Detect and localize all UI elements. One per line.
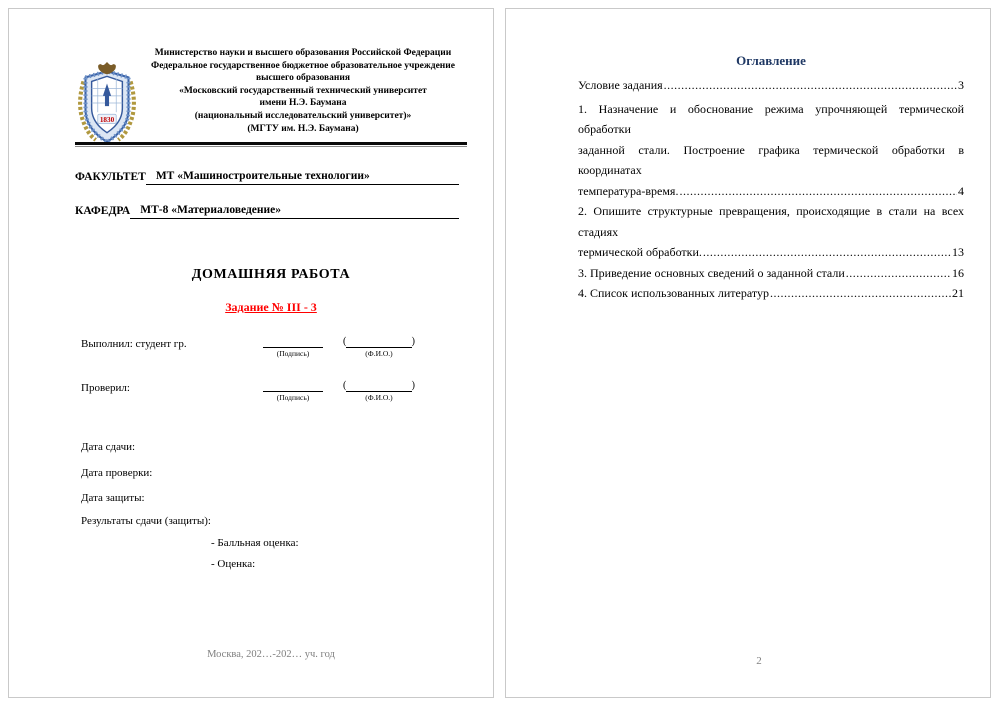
toc-entry-2[interactable] bbox=[578, 201, 964, 263]
name-line bbox=[346, 334, 411, 348]
dot-leader bbox=[664, 75, 957, 96]
department-row bbox=[75, 204, 459, 219]
paren-open: ( bbox=[343, 336, 347, 347]
toc-entry-text: термической обработки. bbox=[578, 245, 702, 259]
toc-entry-text: температура-время. bbox=[578, 183, 679, 198]
institution-line-1: Федеральное государственное бюджетное образовательное учреждение bbox=[151, 60, 455, 71]
university-name-line-3: (национальный исследовательский университет)» bbox=[194, 110, 412, 121]
toc-entry-line: заданной стали. Построение графика термической обработки в координатах bbox=[578, 142, 964, 177]
toc-entry-page: 13 bbox=[952, 245, 964, 259]
toc-entry-page: 4 bbox=[958, 183, 964, 198]
toc-entry-3[interactable] bbox=[578, 263, 964, 284]
result-points-label: - Балльная оценка: bbox=[211, 537, 299, 549]
header-divider bbox=[75, 142, 467, 147]
checked-by-label: Проверил: bbox=[81, 382, 130, 394]
work-title: ДОМАШНЯЯ РАБОТА bbox=[191, 267, 351, 282]
dot-leader bbox=[679, 181, 957, 202]
name-line bbox=[346, 378, 411, 392]
name-caption: (Ф.И.О.) bbox=[365, 349, 393, 358]
results-header-label: Результаты сдачи (защиты): bbox=[81, 515, 211, 527]
paren-open: ( bbox=[343, 380, 347, 391]
toc-entry-text: Условие задания bbox=[578, 78, 663, 92]
toc-entry-problem-statement[interactable] bbox=[578, 75, 964, 96]
name-caption: (Ф.И.О.) bbox=[365, 393, 393, 402]
checked-by-name-field bbox=[343, 378, 415, 402]
faculty-row bbox=[75, 170, 459, 185]
toc-list bbox=[578, 75, 964, 304]
ministry-line: Министерство науки и высшего образования Российской Федерации bbox=[154, 48, 452, 58]
city-year-footer: Москва, 202…-202… уч. год bbox=[207, 649, 335, 660]
dot-leader bbox=[703, 242, 951, 263]
dot-leader bbox=[846, 263, 951, 284]
performed-by-signature-field bbox=[263, 334, 323, 358]
university-name-line-1: «Московский государственный технический университет bbox=[179, 85, 427, 96]
toc-entry-line: 2. Опишите структурные превращения, происходящие в стали на всех стадиях bbox=[578, 204, 964, 239]
result-grade-label: - Оценка: bbox=[211, 558, 256, 570]
performed-by-name-field bbox=[343, 334, 415, 358]
toc-entry-page: 16 bbox=[952, 265, 964, 280]
page-number: 2 bbox=[756, 655, 762, 667]
date-defended-label: Дата защиты: bbox=[81, 492, 145, 504]
dot-leader bbox=[770, 283, 951, 304]
university-name-line-2: имени Н.Э. Баумана bbox=[259, 98, 347, 109]
toc-entry-line: 1. Назначение и обоснование режима упрочняющей термической обработки bbox=[578, 101, 964, 136]
crest-year-label: 1830 bbox=[99, 115, 115, 124]
signature-line bbox=[263, 334, 323, 348]
toc-title: Оглавление bbox=[736, 53, 806, 68]
paren-close: ) bbox=[411, 336, 415, 347]
signature-caption: (Подпись) bbox=[276, 349, 310, 358]
performed-by-label: Выполнил: студент гр. bbox=[81, 338, 187, 350]
paren-close: ) bbox=[411, 380, 415, 391]
assignment-title: Задание № III - 3 bbox=[225, 300, 317, 314]
toc-entry-1[interactable] bbox=[578, 99, 964, 202]
university-crest-icon bbox=[73, 61, 141, 145]
date-submitted-label: Дата сдачи: bbox=[81, 441, 136, 453]
toc-entry-text: 3. Приведение основных сведений о заданной стали bbox=[578, 265, 845, 280]
toc-page bbox=[505, 8, 991, 698]
date-checked-label: Дата проверки: bbox=[81, 467, 153, 479]
university-abbrev-line: (МГТУ им. Н.Э. Баумана) bbox=[247, 123, 359, 134]
title-page bbox=[8, 8, 494, 698]
university-header bbox=[137, 47, 469, 135]
toc-entry-4[interactable] bbox=[578, 283, 964, 304]
toc-entry-page: 21 bbox=[952, 286, 964, 300]
institution-line-2: высшего образования bbox=[256, 73, 350, 84]
toc-entry-page: 3 bbox=[958, 78, 964, 92]
faculty-value: МТ «Машиностроительные технологии» bbox=[146, 170, 459, 185]
checked-by-signature-field bbox=[263, 378, 323, 402]
signature-line bbox=[263, 378, 323, 392]
toc-entry-text: 4. Список использованных литератур bbox=[578, 286, 769, 300]
signature-caption: (Подпись) bbox=[276, 393, 310, 402]
faculty-label: ФАКУЛЬТЕТ bbox=[75, 171, 146, 183]
department-value: МТ-8 «Материаловедение» bbox=[130, 204, 459, 219]
department-label: КАФЕДРА bbox=[75, 205, 131, 217]
